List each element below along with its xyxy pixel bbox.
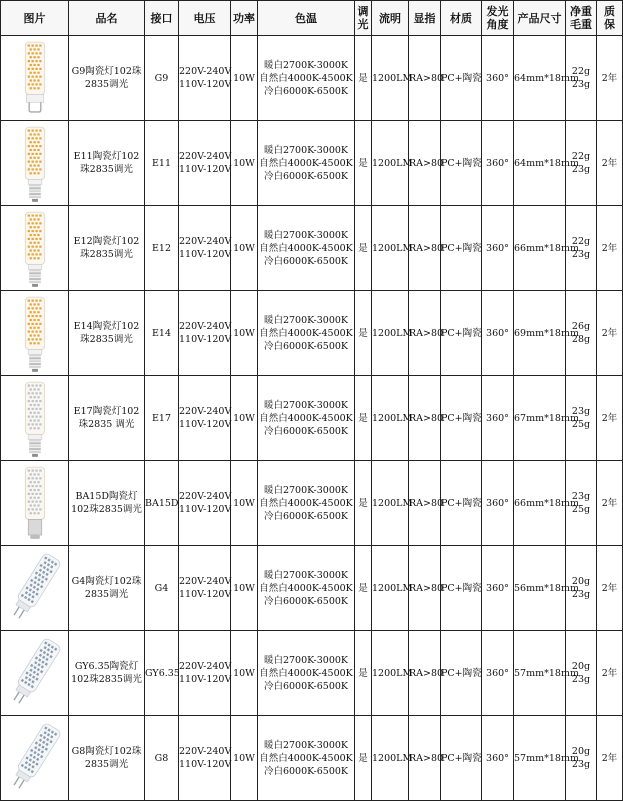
flux-value: 1200LM bbox=[372, 546, 409, 631]
voltage-cell bbox=[179, 631, 231, 716]
socket-type: G9 bbox=[145, 36, 179, 121]
socket-type: GY6.35 bbox=[145, 631, 179, 716]
material-value: PC+陶瓷 bbox=[441, 206, 482, 291]
bulb-image bbox=[2, 207, 68, 289]
voltage-low: 110V-120V bbox=[179, 759, 232, 770]
header-color-temp: 色温 bbox=[258, 1, 355, 36]
warranty-value: 2年 bbox=[597, 546, 623, 631]
color-temp-cell bbox=[258, 36, 355, 121]
bulb-image bbox=[2, 632, 68, 714]
product-name: GY6.35陶瓷灯102珠2835调光 bbox=[69, 631, 145, 716]
voltage-cell bbox=[179, 376, 231, 461]
header-socket: 接口 bbox=[145, 1, 179, 36]
color-temp-warm: 暖白2700K-3000K bbox=[263, 229, 349, 241]
cri-value: RA>80 bbox=[409, 376, 441, 461]
gross-weight: 28g bbox=[571, 334, 591, 345]
header-dimmable-line1: 调 bbox=[357, 5, 369, 18]
flux-value: 1200LM bbox=[372, 121, 409, 206]
color-temp-cell bbox=[258, 461, 355, 546]
size-value: 64mm*18mm bbox=[514, 121, 566, 206]
bulb-image-cell bbox=[1, 121, 69, 206]
warranty-value: 2年 bbox=[597, 376, 623, 461]
table-row bbox=[1, 121, 623, 206]
product-name: BA15D陶瓷灯102珠2835调光 bbox=[69, 461, 145, 546]
table-row bbox=[1, 376, 623, 461]
product-name: G9陶瓷灯102珠2835调光 bbox=[69, 36, 145, 121]
header-warranty-line2: 保 bbox=[604, 18, 615, 31]
voltage-high: 220V-240V bbox=[179, 576, 232, 587]
power-value: 10W bbox=[231, 716, 258, 801]
table-row bbox=[1, 36, 623, 121]
header-row bbox=[1, 1, 623, 36]
bulb-image bbox=[2, 122, 68, 204]
gross-weight: 23g bbox=[571, 249, 591, 260]
dimmable-value: 是 bbox=[355, 461, 372, 546]
product-name: G4陶瓷灯102珠2835调光 bbox=[69, 546, 145, 631]
bulb-image-cell bbox=[1, 36, 69, 121]
color-temp-cell bbox=[258, 631, 355, 716]
color-temp-natural: 自然白4000K-4500K bbox=[259, 242, 353, 254]
bulb-image bbox=[2, 377, 68, 459]
voltage-cell bbox=[179, 291, 231, 376]
color-temp-warm: 暖白2700K-3000K bbox=[263, 314, 349, 326]
bulb-image-cell bbox=[1, 461, 69, 546]
flux-value: 1200LM bbox=[372, 376, 409, 461]
bulb-image bbox=[2, 462, 68, 544]
header-angle-line1: 发光 bbox=[486, 5, 509, 18]
table-row bbox=[1, 206, 623, 291]
color-temp-cool: 冷白6000K-6500K bbox=[263, 340, 349, 352]
gross-weight: 23g bbox=[571, 79, 591, 90]
product-name: E14陶瓷灯102珠2835调光 bbox=[69, 291, 145, 376]
color-temp-natural: 自然白4000K-4500K bbox=[259, 72, 353, 84]
voltage-high: 220V-240V bbox=[179, 661, 232, 672]
net-weight: 26g bbox=[571, 321, 591, 332]
flux-value: 1200LM bbox=[372, 291, 409, 376]
color-temp-natural: 自然白4000K-4500K bbox=[259, 497, 353, 509]
header-size: 产品尺寸 bbox=[514, 1, 566, 36]
color-temp-natural: 自然白4000K-4500K bbox=[259, 752, 353, 764]
header-warranty bbox=[597, 1, 623, 36]
color-temp-cell bbox=[258, 716, 355, 801]
color-temp-warm: 暖白2700K-3000K bbox=[263, 399, 349, 411]
header-flux: 流明 bbox=[372, 1, 409, 36]
voltage-low: 110V-120V bbox=[179, 504, 232, 515]
power-value: 10W bbox=[231, 546, 258, 631]
warranty-value: 2年 bbox=[597, 716, 623, 801]
voltage-low: 110V-120V bbox=[179, 674, 232, 685]
color-temp-warm: 暖白2700K-3000K bbox=[263, 59, 349, 71]
cri-value: RA>80 bbox=[409, 121, 441, 206]
voltage-low: 110V-120V bbox=[179, 164, 232, 175]
voltage-cell bbox=[179, 546, 231, 631]
dimmable-value: 是 bbox=[355, 206, 372, 291]
voltage-cell bbox=[179, 36, 231, 121]
power-value: 10W bbox=[231, 631, 258, 716]
warranty-value: 2年 bbox=[597, 206, 623, 291]
net-weight: 23g bbox=[571, 406, 591, 417]
warranty-value: 2年 bbox=[597, 631, 623, 716]
dimmable-value: 是 bbox=[355, 36, 372, 121]
table-row bbox=[1, 631, 623, 716]
table-body bbox=[1, 36, 623, 801]
color-temp-natural: 自然白4000K-4500K bbox=[259, 582, 353, 594]
bulb-image bbox=[2, 292, 68, 374]
net-weight: 22g bbox=[571, 66, 591, 77]
gross-weight: 23g bbox=[571, 759, 591, 770]
angle-value: 360° bbox=[482, 291, 514, 376]
power-value: 10W bbox=[231, 36, 258, 121]
header-angle-line2: 角度 bbox=[486, 18, 509, 31]
dimmable-value: 是 bbox=[355, 291, 372, 376]
header-power: 功率 bbox=[231, 1, 258, 36]
header-pic: 图片 bbox=[1, 1, 69, 36]
color-temp-warm: 暖白2700K-3000K bbox=[263, 484, 349, 496]
cri-value: RA>80 bbox=[409, 546, 441, 631]
material-value: PC+陶瓷 bbox=[441, 461, 482, 546]
header-dimmable-line2: 光 bbox=[357, 18, 369, 31]
angle-value: 360° bbox=[482, 121, 514, 206]
power-value: 10W bbox=[231, 206, 258, 291]
color-temp-natural: 自然白4000K-4500K bbox=[259, 327, 353, 339]
net-weight: 22g bbox=[571, 236, 591, 247]
warranty-value: 2年 bbox=[597, 36, 623, 121]
voltage-low: 110V-120V bbox=[179, 249, 232, 260]
voltage-high: 220V-240V bbox=[179, 321, 232, 332]
voltage-low: 110V-120V bbox=[179, 334, 232, 345]
header-voltage: 电压 bbox=[179, 1, 231, 36]
net-weight: 20g bbox=[571, 576, 591, 587]
net-weight: 20g bbox=[571, 661, 591, 672]
voltage-high: 220V-240V bbox=[179, 406, 232, 417]
header-material: 材质 bbox=[441, 1, 482, 36]
table-row bbox=[1, 546, 623, 631]
angle-value: 360° bbox=[482, 36, 514, 121]
material-value: PC+陶瓷 bbox=[441, 376, 482, 461]
socket-type: G8 bbox=[145, 716, 179, 801]
color-temp-natural: 自然白4000K-4500K bbox=[259, 667, 353, 679]
angle-value: 360° bbox=[482, 206, 514, 291]
color-temp-cell bbox=[258, 121, 355, 206]
voltage-cell bbox=[179, 121, 231, 206]
color-temp-cool: 冷白6000K-6500K bbox=[263, 595, 349, 607]
voltage-high: 220V-240V bbox=[179, 66, 232, 77]
flux-value: 1200LM bbox=[372, 206, 409, 291]
cri-value: RA>80 bbox=[409, 36, 441, 121]
bulb-image bbox=[2, 717, 68, 799]
color-temp-warm: 暖白2700K-3000K bbox=[263, 569, 349, 581]
product-name: G8陶瓷灯102珠2835调光 bbox=[69, 716, 145, 801]
color-temp-warm: 暖白2700K-3000K bbox=[263, 144, 349, 156]
header-dimmable bbox=[355, 1, 372, 36]
bulb-image-cell bbox=[1, 291, 69, 376]
power-value: 10W bbox=[231, 291, 258, 376]
color-temp-cell bbox=[258, 291, 355, 376]
material-value: PC+陶瓷 bbox=[441, 36, 482, 121]
table-row bbox=[1, 291, 623, 376]
color-temp-cool: 冷白6000K-6500K bbox=[263, 85, 349, 97]
net-weight: 20g bbox=[571, 746, 591, 757]
table-row bbox=[1, 461, 623, 546]
color-temp-cell bbox=[258, 546, 355, 631]
voltage-high: 220V-240V bbox=[179, 236, 232, 247]
cri-value: RA>80 bbox=[409, 461, 441, 546]
angle-value: 360° bbox=[482, 631, 514, 716]
angle-value: 360° bbox=[482, 546, 514, 631]
size-value: 67mm*18mm bbox=[514, 376, 566, 461]
power-value: 10W bbox=[231, 121, 258, 206]
header-angle bbox=[482, 1, 514, 36]
power-value: 10W bbox=[231, 376, 258, 461]
header-cri: 显指 bbox=[409, 1, 441, 36]
header-warranty-line1: 质 bbox=[604, 5, 615, 18]
voltage-cell bbox=[179, 206, 231, 291]
header-weight bbox=[566, 1, 597, 36]
color-temp-warm: 暖白2700K-3000K bbox=[263, 739, 349, 751]
warranty-value: 2年 bbox=[597, 121, 623, 206]
product-name: E12陶瓷灯102珠2835调光 bbox=[69, 206, 145, 291]
bulb-image-cell bbox=[1, 546, 69, 631]
angle-value: 360° bbox=[482, 716, 514, 801]
voltage-low: 110V-120V bbox=[179, 419, 232, 430]
size-value: 57mm*18mm bbox=[514, 716, 566, 801]
color-temp-cool: 冷白6000K-6500K bbox=[263, 510, 349, 522]
color-temp-natural: 自然白4000K-4500K bbox=[259, 157, 353, 169]
flux-value: 1200LM bbox=[372, 461, 409, 546]
size-value: 66mm*18mm bbox=[514, 461, 566, 546]
cri-value: RA>80 bbox=[409, 631, 441, 716]
material-value: PC+陶瓷 bbox=[441, 631, 482, 716]
gross-weight: 25g bbox=[571, 419, 591, 430]
material-value: PC+陶瓷 bbox=[441, 121, 482, 206]
color-temp-cool: 冷白6000K-6500K bbox=[263, 170, 349, 182]
flux-value: 1200LM bbox=[372, 36, 409, 121]
product-name: E11陶瓷灯102珠2835调光 bbox=[69, 121, 145, 206]
gross-weight: 25g bbox=[571, 504, 591, 515]
socket-type: E17 bbox=[145, 376, 179, 461]
warranty-value: 2年 bbox=[597, 291, 623, 376]
net-weight: 23g bbox=[571, 491, 591, 502]
bulb-image bbox=[2, 37, 68, 119]
bulb-image-cell bbox=[1, 206, 69, 291]
voltage-low: 110V-120V bbox=[179, 589, 232, 600]
size-value: 69mm*18mm bbox=[514, 291, 566, 376]
cri-value: RA>80 bbox=[409, 206, 441, 291]
bulb-image-cell bbox=[1, 631, 69, 716]
angle-value: 360° bbox=[482, 461, 514, 546]
cri-value: RA>80 bbox=[409, 291, 441, 376]
voltage-high: 220V-240V bbox=[179, 746, 232, 757]
net-weight: 22g bbox=[571, 151, 591, 162]
socket-type: BA15D bbox=[145, 461, 179, 546]
color-temp-cool: 冷白6000K-6500K bbox=[263, 765, 349, 777]
flux-value: 1200LM bbox=[372, 716, 409, 801]
color-temp-warm: 暖白2700K-3000K bbox=[263, 654, 349, 666]
color-temp-natural: 自然白4000K-4500K bbox=[259, 412, 353, 424]
gross-weight: 23g bbox=[571, 674, 591, 685]
socket-type: E11 bbox=[145, 121, 179, 206]
dimmable-value: 是 bbox=[355, 631, 372, 716]
angle-value: 360° bbox=[482, 376, 514, 461]
warranty-value: 2年 bbox=[597, 461, 623, 546]
size-value: 66mm*18mm bbox=[514, 206, 566, 291]
dimmable-value: 是 bbox=[355, 121, 372, 206]
size-value: 64mm*18mm bbox=[514, 36, 566, 121]
size-value: 57mm*18mm bbox=[514, 631, 566, 716]
product-name: E17陶瓷灯102珠2835 调光 bbox=[69, 376, 145, 461]
color-temp-cool: 冷白6000K-6500K bbox=[263, 255, 349, 267]
bulb-image-cell bbox=[1, 716, 69, 801]
voltage-high: 220V-240V bbox=[179, 491, 232, 502]
voltage-cell bbox=[179, 716, 231, 801]
dimmable-value: 是 bbox=[355, 546, 372, 631]
material-value: PC+陶瓷 bbox=[441, 716, 482, 801]
voltage-cell bbox=[179, 461, 231, 546]
power-value: 10W bbox=[231, 461, 258, 546]
bulb-image bbox=[2, 547, 68, 629]
color-temp-cool: 冷白6000K-6500K bbox=[263, 425, 349, 437]
color-temp-cell bbox=[258, 206, 355, 291]
material-value: PC+陶瓷 bbox=[441, 291, 482, 376]
cri-value: RA>80 bbox=[409, 716, 441, 801]
dimmable-value: 是 bbox=[355, 716, 372, 801]
color-temp-cell bbox=[258, 376, 355, 461]
gross-weight: 23g bbox=[571, 164, 591, 175]
voltage-low: 110V-120V bbox=[179, 79, 232, 90]
bulb-image-cell bbox=[1, 376, 69, 461]
table-row bbox=[1, 716, 623, 801]
socket-type: E12 bbox=[145, 206, 179, 291]
socket-type: E14 bbox=[145, 291, 179, 376]
material-value: PC+陶瓷 bbox=[441, 546, 482, 631]
dimmable-value: 是 bbox=[355, 376, 372, 461]
voltage-high: 220V-240V bbox=[179, 151, 232, 162]
header-weight-line1: 净重 bbox=[570, 5, 592, 18]
gross-weight: 23g bbox=[571, 589, 591, 600]
size-value: 56mm*18mm bbox=[514, 546, 566, 631]
color-temp-cool: 冷白6000K-6500K bbox=[263, 680, 349, 692]
flux-value: 1200LM bbox=[372, 631, 409, 716]
socket-type: G4 bbox=[145, 546, 179, 631]
header-name: 品名 bbox=[69, 1, 145, 36]
header-weight-line2: 毛重 bbox=[570, 18, 592, 31]
